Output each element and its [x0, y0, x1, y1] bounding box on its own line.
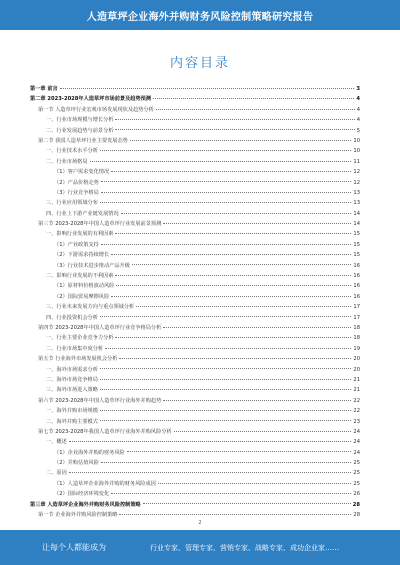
- toc-leader-dots: [100, 410, 352, 411]
- toc-entry-page: 10: [353, 148, 360, 155]
- toc-leader-dots: [111, 296, 351, 297]
- toc-entry[interactable]: [30, 428, 360, 438]
- toc-entry[interactable]: [30, 116, 360, 126]
- toc-entry-label: 第七节 2023-2028年我国人造草坪行业海外并购风险分析: [38, 428, 172, 435]
- toc-entry-label: （2）产品价格走势: [54, 179, 99, 186]
- toc-entry[interactable]: [30, 220, 360, 230]
- toc-entry-page: 25: [353, 480, 360, 487]
- footer-left-text: 让每个人都能成为: [42, 543, 106, 552]
- toc-entry[interactable]: [30, 334, 360, 344]
- toc-entry-page: 17: [353, 304, 360, 311]
- toc-entry-page: 21: [353, 387, 360, 394]
- toc-entry[interactable]: [30, 397, 360, 407]
- toc-entry-page: 22: [353, 397, 360, 404]
- toc-entry-label: 一、行业主要企业竞争力分析: [46, 335, 114, 342]
- toc-leader-dots: [69, 472, 352, 473]
- toc-leader-dots: [100, 389, 352, 390]
- toc-entry[interactable]: [30, 272, 360, 282]
- toc-entry[interactable]: [30, 438, 360, 448]
- toc-entry-label: 一、行业市场规模与增长分析: [46, 117, 114, 124]
- toc-title: 内容目录: [169, 56, 230, 71]
- toc-entry[interactable]: [30, 324, 360, 334]
- toc-entry[interactable]: [30, 230, 360, 240]
- toc-entry-page: 18: [353, 335, 360, 342]
- toc-entry-page: 4: [356, 117, 360, 124]
- toc-leader-dots: [115, 119, 354, 120]
- toc-entry[interactable]: [30, 147, 360, 157]
- toc-entry[interactable]: [30, 376, 360, 386]
- toc-entry[interactable]: [30, 480, 360, 490]
- toc-entry-label: 第三节 2023-2028年中国人造草坪行业发展前景预测: [38, 221, 162, 228]
- toc-entry-label: 四、行业投资机会分析: [46, 314, 98, 321]
- toc-entry-page: 23: [353, 418, 360, 425]
- toc-entry-page: 17: [353, 314, 360, 321]
- toc-entry-page: 4: [356, 106, 360, 113]
- toc-entry[interactable]: [30, 469, 360, 479]
- toc-entry-label: （2）并购估值风险: [54, 460, 99, 467]
- toc-entry-label: 一、影响行业发展的有利因素: [46, 231, 114, 238]
- toc-entry-label: 二、行业市场集中度分析: [46, 345, 104, 352]
- toc-entry[interactable]: [30, 210, 360, 220]
- toc-entry-label: （2）国际贸易摩擦风险: [54, 293, 110, 300]
- toc-leader-dots: [100, 202, 352, 203]
- toc-entry-page: 15: [353, 231, 360, 238]
- toc-entry-page: 13: [353, 200, 360, 207]
- toc-entry-page: 16: [353, 293, 360, 300]
- toc-leader-dots: [127, 451, 352, 452]
- toc-leader-dots: [100, 368, 352, 369]
- toc-entry-page: 28: [352, 501, 360, 508]
- toc-entry[interactable]: [30, 262, 360, 272]
- toc-entry-label: （2）国际经济环境变化: [54, 491, 110, 498]
- toc-entry-label: （2）下游需求持续增长: [54, 252, 110, 259]
- toc-entry[interactable]: [30, 127, 360, 137]
- toc-entry-label: （3）行业竞争格局: [54, 189, 99, 196]
- toc-entry-label: 三、海外市场进入策略: [46, 387, 98, 394]
- toc-leader-dots: [158, 483, 352, 484]
- toc-entry-page: 11: [353, 158, 360, 165]
- toc-leader-dots: [105, 348, 351, 349]
- toc-entry[interactable]: [30, 158, 360, 168]
- toc-entry-page: 22: [353, 408, 360, 415]
- toc-leader-dots: [111, 254, 351, 255]
- toc-entry[interactable]: [30, 85, 360, 95]
- toc-entry-page: 16: [353, 273, 360, 280]
- toc-entry-page: 15: [353, 252, 360, 259]
- toc-entry[interactable]: [30, 168, 360, 178]
- toc-entry[interactable]: [30, 501, 360, 511]
- toc-entry-label: 三、行业未来发展方向与重点领域分析: [46, 304, 135, 311]
- toc-entry-label: 第四节 2023-2028年中国人造草坪行业竞争格局分析: [38, 324, 162, 331]
- toc-entry-page: 18: [353, 324, 360, 331]
- toc-leader-dots: [60, 88, 355, 89]
- toc-entry-page: 26: [353, 491, 360, 498]
- toc-leader-dots: [111, 493, 351, 494]
- toc-entry[interactable]: [30, 314, 360, 324]
- toc-entry[interactable]: [30, 355, 360, 365]
- toc-entry-label: （3）行业技术进步推动产品升级: [54, 262, 130, 269]
- toc-leader-dots: [101, 462, 352, 463]
- toc-leader-dots: [100, 150, 352, 151]
- toc-leader-dots: [132, 264, 351, 265]
- toc-entry[interactable]: [30, 179, 360, 189]
- toc-leader-dots: [115, 275, 351, 276]
- toc-leader-dots: [163, 223, 351, 224]
- toc-entry-label: 二、行业市场格局: [46, 158, 88, 165]
- header-title: 人造草坪企业海外并购财务风险控制策略研究报告: [86, 11, 314, 23]
- toc-entry[interactable]: [30, 282, 360, 292]
- toc-entry-label: 第二章 2023-2028年人造草坪市场前景及趋势预测: [30, 96, 152, 103]
- toc-entry[interactable]: [30, 407, 360, 417]
- toc-entry-label: 一、海外市场需求分析: [46, 366, 98, 373]
- toc-leader-dots: [119, 358, 351, 359]
- toc-entry-page: 28: [353, 512, 360, 519]
- toc-entry-label: 四、行业上下游产业链发展情况: [46, 210, 119, 217]
- toc-entry-page: 19: [353, 345, 360, 352]
- toc-entry-page: 13: [353, 189, 360, 196]
- toc-entry[interactable]: [30, 293, 360, 303]
- toc-entry[interactable]: [30, 345, 360, 355]
- toc-entry-label: （1）客户需求变化情况: [54, 169, 110, 176]
- toc-entry[interactable]: [30, 459, 360, 469]
- toc-entry-page: 12: [353, 169, 360, 176]
- toc-leader-dots: [115, 337, 351, 338]
- toc-leader-dots: [115, 233, 351, 234]
- toc-entry-page: 24: [353, 449, 360, 456]
- toc-leader-dots: [100, 420, 352, 421]
- toc-entry-page: 16: [353, 283, 360, 290]
- toc-entry-page: 20: [353, 356, 360, 363]
- page-footer: [0, 530, 400, 565]
- toc-entry-label: （1）人造草坪企业海外并购的财务风险成因: [54, 480, 156, 487]
- toc-entry[interactable]: [30, 241, 360, 251]
- page-header: [0, 0, 400, 30]
- toc-entry-page: 4: [356, 96, 360, 103]
- toc-entry-label: 二、影响行业发展的不利因素: [46, 273, 114, 280]
- toc-entry-label: 第三章 人造草坪企业海外并购财务风险控制策略: [30, 501, 141, 508]
- toc-entry-page: 15: [353, 241, 360, 248]
- toc-entry-page: 24: [353, 439, 360, 446]
- toc-entry-page: 20: [353, 366, 360, 373]
- toc-entry-page: 14: [353, 210, 360, 217]
- toc-entry-page: 21: [353, 376, 360, 383]
- toc-leader-dots: [101, 192, 352, 193]
- toc-leader-dots: [116, 285, 351, 286]
- toc-leader-dots: [156, 109, 355, 110]
- toc-entry[interactable]: [30, 449, 360, 459]
- toc-entry[interactable]: [30, 251, 360, 261]
- toc-entry-page: 24: [353, 428, 360, 435]
- toc-entry[interactable]: [30, 386, 360, 396]
- toc-entry-label: 第一节 企业海外并购风险控制策略: [38, 512, 118, 519]
- toc-entry-page: 16: [353, 262, 360, 269]
- toc-entry-label: 第一节 人造草坪行业宏观市场发展现状及趋势分析: [38, 106, 154, 113]
- toc-leader-dots: [101, 244, 352, 245]
- toc-entry[interactable]: [30, 106, 360, 116]
- toc-entry[interactable]: [30, 490, 360, 500]
- toc-leader-dots: [69, 441, 352, 442]
- toc-entry-page: 25: [353, 470, 360, 477]
- table-of-contents: [30, 85, 360, 521]
- toc-leader-dots: [90, 161, 352, 162]
- toc-entry-label: （1）产业政策支持: [54, 241, 99, 248]
- toc-entry-page: 25: [353, 460, 360, 467]
- toc-entry[interactable]: [30, 189, 360, 199]
- toc-entry-label: 一、行业技术水平分析: [46, 148, 98, 155]
- toc-leader-dots: [121, 213, 352, 214]
- toc-leader-dots: [101, 181, 352, 182]
- toc-entry-label: （1）原材料价格波动风险: [54, 283, 115, 290]
- toc-entry[interactable]: [30, 137, 360, 147]
- toc-entry[interactable]: [30, 418, 360, 428]
- footer-right-text: 行业专家、管理专家、营销专家、战略专家、成功企业家……: [150, 543, 339, 552]
- toc-leader-dots: [163, 327, 351, 328]
- toc-entry-label: 二、行业发展趋势与前景分析: [46, 127, 114, 134]
- toc-entry[interactable]: [30, 303, 360, 313]
- toc-entry-label: 二、原因: [46, 470, 67, 477]
- toc-entry-page: 5: [356, 127, 360, 134]
- toc-leader-dots: [115, 129, 354, 130]
- toc-entry-label: 第二节 我国人造草坪行业主要发展态势: [38, 137, 128, 144]
- toc-entry-label: 三、行业应用领域分布: [46, 200, 98, 207]
- toc-entry-page: 14: [353, 221, 360, 228]
- toc-leader-dots: [100, 379, 352, 380]
- toc-leader-dots: [136, 306, 351, 307]
- toc-entry-label: （1）企业海外并购的财务风险: [54, 449, 125, 456]
- toc-entry-label: 第五节 行业海外市场发展机会分析: [38, 356, 118, 363]
- toc-leader-dots: [163, 400, 351, 401]
- toc-leader-dots: [119, 514, 351, 515]
- toc-entry-label: 一、海外并购市场规模: [46, 408, 98, 415]
- toc-entry-label: 第一章 前言: [30, 86, 58, 92]
- toc-entry[interactable]: [30, 366, 360, 376]
- toc-leader-dots: [100, 316, 352, 317]
- toc-entry-label: 二、海外并购主要模式: [46, 418, 98, 425]
- toc-leader-dots: [174, 431, 352, 432]
- toc-entry-label: 一、概述: [46, 439, 67, 446]
- toc-leader-dots: [153, 98, 354, 99]
- toc-leader-dots: [111, 171, 351, 172]
- page-number: 2: [198, 520, 202, 526]
- toc-entry-label: 第六节 2023-2028年中国人造草坪行业海外并购趋势: [38, 397, 162, 404]
- toc-entry[interactable]: [30, 95, 360, 105]
- toc-entry-label: 二、海外市场竞争格局: [46, 376, 98, 383]
- toc-entry[interactable]: [30, 199, 360, 209]
- toc-leader-dots: [130, 140, 352, 141]
- toc-entry-page: 3: [356, 86, 360, 92]
- toc-entry-page: 12: [353, 179, 360, 186]
- toc-leader-dots: [143, 503, 351, 504]
- toc-entry-page: 10: [353, 137, 360, 144]
